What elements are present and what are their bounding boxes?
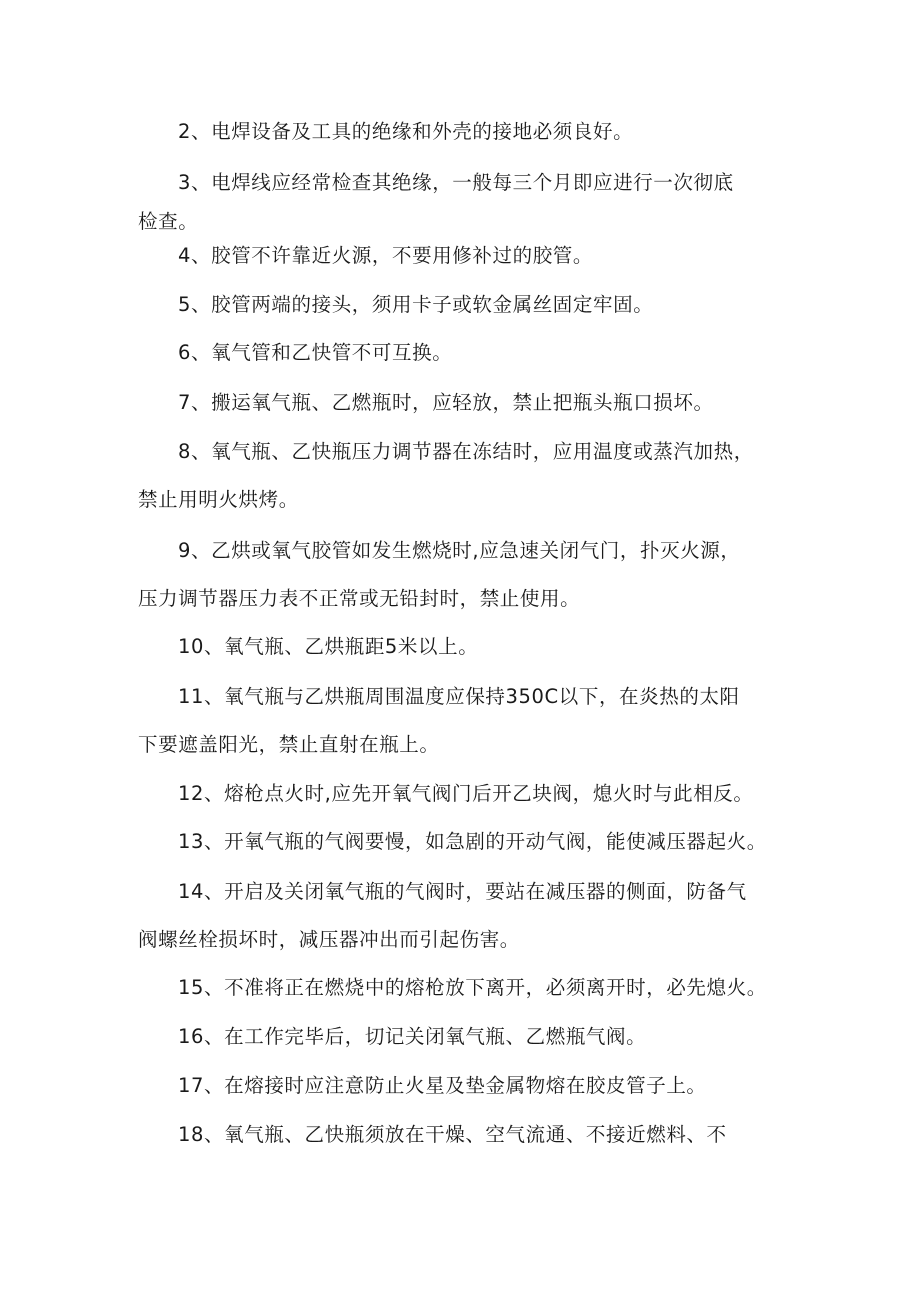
paragraph-item-16 bbox=[138, 1013, 793, 1061]
paragraph-line: 检查。 bbox=[138, 210, 199, 233]
paragraph-item-14 bbox=[138, 868, 793, 964]
paragraph-line: 14、开启及关闭氧气瓶的气阀时，要站在减压器的侧面，防备气 bbox=[178, 880, 747, 903]
paragraph-item-12 bbox=[138, 770, 793, 818]
paragraph-item-5 bbox=[138, 281, 793, 329]
paragraph-line: 5、胶管两端的接头，须用卡子或软金属丝固定牢固。 bbox=[178, 293, 654, 316]
paragraph-line: 8、氧气瓶、乙快瓶压力调节器在冻结时，应用温度或蒸汽加热， bbox=[178, 440, 754, 463]
paragraph-item-18 bbox=[138, 1111, 793, 1159]
paragraph-line: 下要遮盖阳光，禁止直射在瓶上。 bbox=[138, 733, 440, 756]
paragraph-item-11 bbox=[138, 673, 793, 769]
paragraph-item-4 bbox=[138, 232, 793, 280]
paragraph-line: 6、氧气管和乙快管不可互换。 bbox=[178, 341, 453, 364]
paragraph-item-13 bbox=[138, 818, 793, 866]
paragraph-line: 13、开氧气瓶的气阀要慢，如急剧的开动气阀，能使减压器起火。 bbox=[178, 830, 767, 853]
paragraph-line: 17、在熔接时应注意防止火星及垫金属物熔在胶皮管子上。 bbox=[178, 1074, 707, 1097]
paragraph-line: 7、搬运氧气瓶、乙燃瓶时，应轻放，禁止把瓶头瓶口损坏。 bbox=[178, 391, 714, 414]
paragraph-item-17 bbox=[138, 1062, 793, 1110]
paragraph-line: 禁止用明火烘烤。 bbox=[138, 488, 299, 511]
paragraph-line: 压力调节器压力表不正常或无铅封时，禁止使用。 bbox=[138, 587, 581, 610]
paragraph-item-6 bbox=[138, 329, 793, 377]
paragraph-item-2 bbox=[138, 108, 793, 156]
paragraph-line: 9、乙烘或氧气胶管如发生燃烧时,应急速关闭气门，扑灭火源， bbox=[178, 539, 741, 562]
paragraph-item-15 bbox=[138, 964, 793, 1012]
paragraph-item-8 bbox=[138, 428, 793, 524]
paragraph-line: 12、熔枪点火时,应先开氧气阀门后开乙块阀，熄火时与此相反。 bbox=[178, 782, 754, 805]
paragraph-item-3 bbox=[138, 163, 793, 241]
paragraph-line: 3、电焊线应经常检查其绝缘，一般每三个月即应进行一次彻底 bbox=[178, 171, 734, 194]
paragraph-line: 阀螺丝栓损坏时，减压器冲出而引起伤害。 bbox=[138, 928, 520, 951]
paragraph-item-10 bbox=[138, 623, 793, 671]
paragraph-line: 18、氧气瓶、乙快瓶须放在干燥、空气流通、不接近燃料、不 bbox=[178, 1123, 727, 1146]
paragraph-item-7 bbox=[138, 379, 793, 427]
paragraph-line: 11、氧气瓶与乙烘瓶周围温度应保持350C以下，在炎热的太阳 bbox=[178, 685, 740, 708]
paragraph-line: 15、不准将正在燃烧中的熔枪放下离开，必须离开时，必先熄火。 bbox=[178, 976, 767, 999]
paragraph-line: 2、电焊设备及工具的绝缘和外壳的接地必须良好。 bbox=[178, 120, 634, 143]
paragraph-line: 4、胶管不许靠近火源，不要用修补过的胶管。 bbox=[178, 244, 594, 267]
paragraph-item-9 bbox=[138, 527, 793, 623]
paragraph-line: 10、氧气瓶、乙烘瓶距5米以上。 bbox=[178, 635, 479, 658]
paragraph-line: 16、在工作完毕后，切记关闭氧气瓶、乙燃瓶气阀。 bbox=[178, 1025, 647, 1048]
